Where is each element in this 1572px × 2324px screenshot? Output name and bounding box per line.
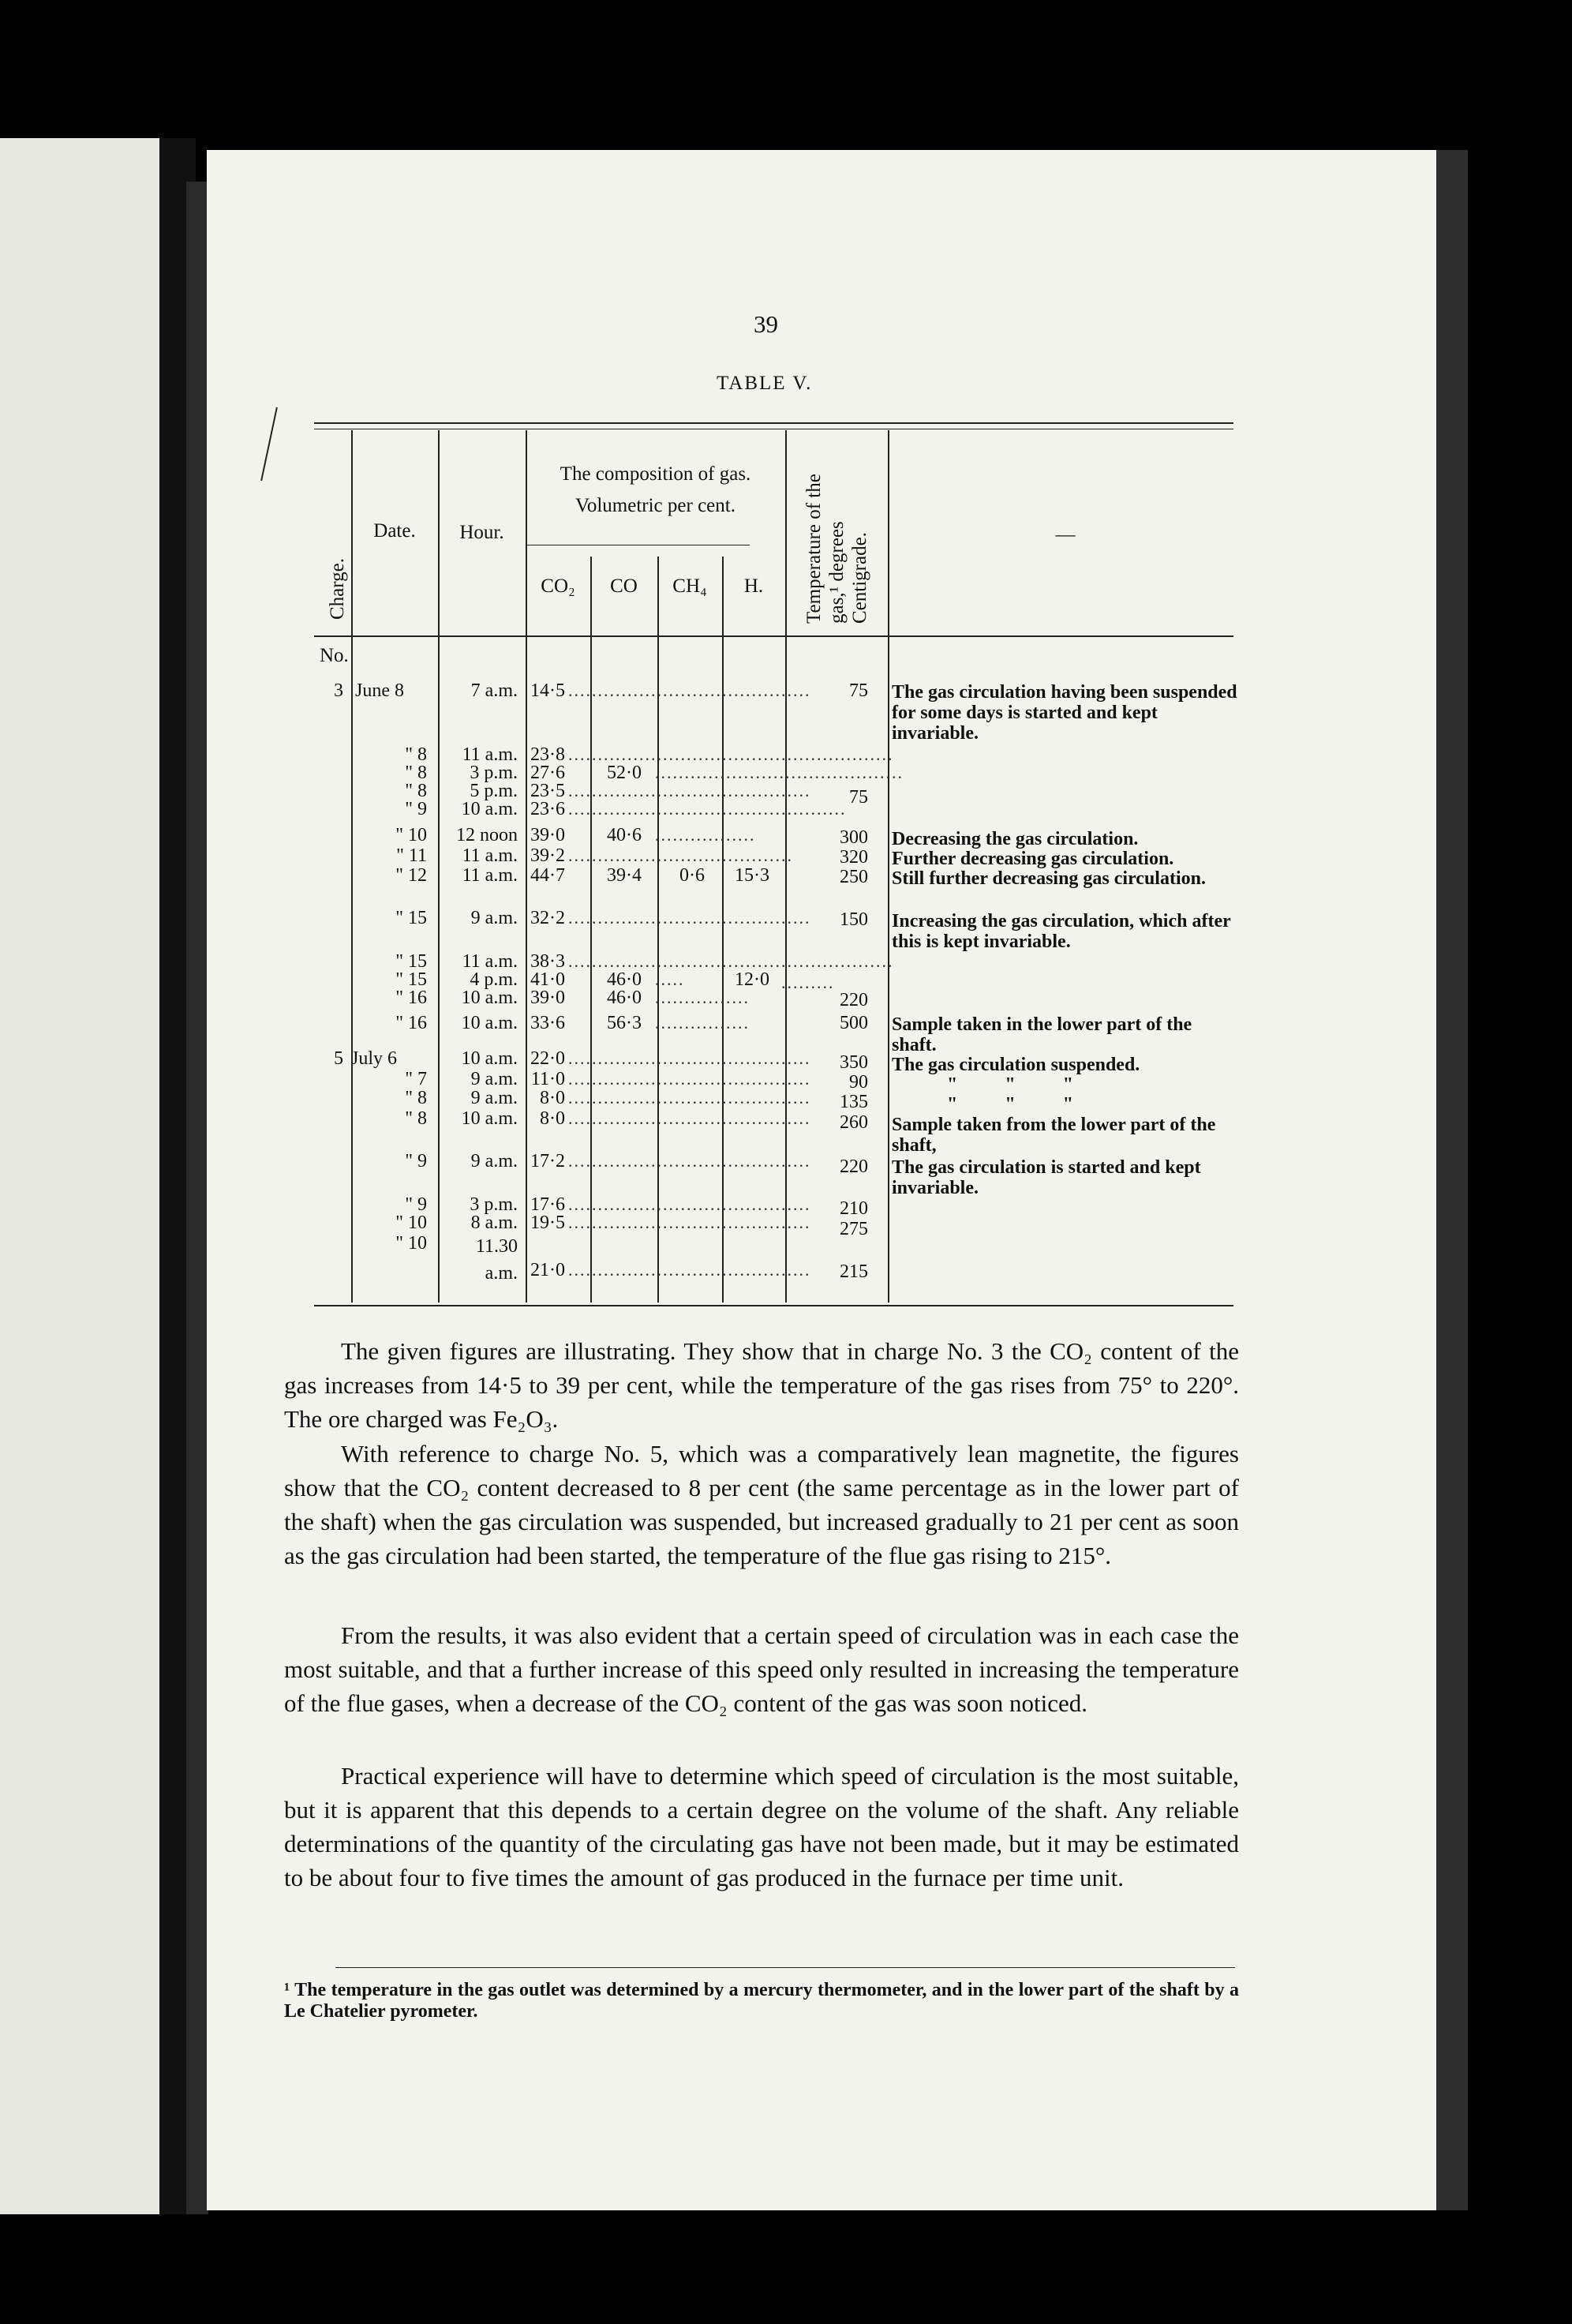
dot-leader: .........................................: [568, 1151, 811, 1171]
cell-co: 40·6: [607, 825, 642, 845]
dot-leader: ..........................................: [655, 763, 904, 782]
cell-date: " 9: [405, 799, 427, 819]
cell-temp: 350: [840, 1052, 868, 1073]
table-top-rule: [314, 422, 1233, 424]
cell-temp: 250: [840, 867, 868, 887]
dot-leader: ...............................................: [568, 799, 847, 819]
remark-ditto: " " ": [947, 1074, 1073, 1095]
cell-date: " 16: [395, 988, 427, 1008]
page-edge-shadow: [1436, 150, 1468, 2210]
cell-co2: 44·7: [530, 865, 565, 886]
remark: Decreasing the gas circulation.: [892, 829, 1139, 849]
cell-hour: 7 a.m.: [470, 680, 518, 701]
header-co2: CO₂: [541, 575, 575, 597]
cell-temp: 220: [840, 1156, 868, 1177]
cell-hour: 11 a.m.: [462, 951, 518, 972]
cell-temp: 500: [840, 1013, 868, 1033]
paragraph: With reference to charge No. 5, which was a comparatively lean magnetite, the figures show that the CO₂ content decreased to 8 per cent (the same percentage as in the lower part of the shaft) when the gas circulation was suspended, but increased gradually to 21 per cent as soon as the gas circulation had been started, the temperature of the flue gas rising to 215°.: [284, 1440, 1239, 1569]
page-binding-shadow: [186, 182, 208, 2214]
cell-co2: 21·0: [530, 1260, 565, 1280]
cell-h: 15·3: [735, 865, 769, 886]
dot-leader: .......................................................: [568, 744, 894, 764]
cell-co2: 19·5: [530, 1213, 565, 1233]
header-composition-1: The composition of gas.: [560, 463, 751, 485]
cell-date: " 15: [395, 908, 427, 928]
cell-hour: 3 p.m.: [470, 763, 518, 783]
dot-leader: .......................................................: [568, 951, 894, 971]
cell-hour: 9 a.m.: [470, 1069, 518, 1089]
header-temperature-2: gas,¹ degrees: [826, 521, 848, 624]
cell-co2: 33·6: [530, 1013, 565, 1033]
remark: The gas circulation is started and kept invariable.: [892, 1157, 1201, 1198]
remark: Sample taken from the lower part of the shaft,: [892, 1115, 1216, 1156]
dot-leader: .........................................: [568, 1069, 811, 1089]
paragraph: From the results, it was also evident that a certain speed of circulation was in each case the most suitable, and that a further increase of this speed only resulted in increasing the temperature of the flue gases, when a decrease of the CO₂ content of the gas was soon noticed.: [284, 1621, 1239, 1717]
dot-leader: ......................................: [568, 845, 793, 865]
dot-leader: .........................................: [568, 1213, 811, 1232]
cell-co2: 14·5: [530, 680, 565, 701]
header-date: Date.: [373, 520, 416, 542]
cell-date: " 8: [405, 744, 427, 765]
dot-leader: .................: [655, 825, 756, 845]
cell-date: " 9: [405, 1151, 427, 1171]
remark: Sample taken in the lower part of the shaft.: [892, 1014, 1192, 1055]
dot-leader: ................: [655, 988, 750, 1007]
cell-hour: 10 a.m.: [461, 1108, 518, 1129]
cell-co: 56·3: [607, 1013, 642, 1033]
cell-ch4: 0·6: [679, 865, 705, 886]
cell-co2: 22·0: [530, 1048, 565, 1069]
cell-hour: 10 a.m.: [461, 1048, 518, 1069]
cell-date: " 11: [396, 845, 427, 866]
dot-leader: ................: [655, 1013, 750, 1033]
cell-co2: 41·0: [530, 969, 565, 990]
paragraph: The given figures are illustrating. They show that in charge No. 3 the CO₂ content of the gas increases from 14·5 to 39 per cent, while the temperature of the gas rises from 75° to 220°. The ore charged was Fe₂O₃.: [284, 1337, 1239, 1433]
cell-date: July 6: [351, 1048, 398, 1069]
table-title: TABLE V.: [717, 373, 813, 394]
dot-leader: .........: [781, 973, 835, 992]
page-number: 39: [754, 310, 778, 338]
cell-date: " 10: [395, 1213, 427, 1233]
cell-temp: 150: [840, 909, 868, 930]
cell-co: 39·4: [607, 865, 642, 886]
cell-h: 12·0: [735, 969, 769, 990]
remark: The gas circulation having been suspended for some days is started and kept invariable.: [892, 682, 1237, 744]
footnote: ¹ The temperature in the gas outlet was determined by a mercury thermometer, and in the lower part of the shaft by a Le Chatelier pyrometer.: [284, 1980, 1239, 2022]
dot-leader: .........................................: [568, 1194, 811, 1214]
cell-co: 46·0: [607, 988, 642, 1008]
cell-co2: 38·3: [530, 951, 565, 972]
cell-date: " 15: [395, 951, 427, 972]
cell-date: " 9: [405, 1194, 427, 1215]
cell-temp: 300: [840, 827, 868, 848]
cell-charge: 3: [334, 680, 343, 701]
cell-co: 46·0: [607, 969, 642, 990]
cell-co2: 11·0: [530, 1069, 565, 1089]
cell-co2: 23·5: [530, 781, 565, 801]
header-bottom-rule: [314, 635, 1233, 637]
dot-leader: .....: [655, 969, 685, 989]
cell-co2: 23·8: [530, 744, 565, 765]
cell-date: " 15: [395, 969, 427, 990]
cell-hour: 11.30 a.m.: [475, 1236, 518, 1284]
header-composition-2: Volumetric per cent.: [575, 495, 735, 516]
dot-leader: .........................................: [568, 1260, 811, 1280]
cell-hour: 4 p.m.: [470, 969, 518, 990]
header-ch4: CH₄: [672, 575, 707, 597]
cell-co2: 39·0: [530, 988, 565, 1008]
page: [207, 150, 1452, 2210]
cell-hour: 11 a.m.: [462, 845, 518, 866]
cell-temp: 220: [840, 990, 868, 1010]
header-temperature-1: Temperature of the: [803, 474, 825, 624]
table-bottom-rule: [314, 1305, 1233, 1306]
header-temperature-3: Centigrade.: [849, 532, 870, 624]
header-remarks: —: [1055, 524, 1076, 545]
cell-hour: 5 p.m.: [470, 781, 518, 801]
cell-date: " 8: [405, 781, 427, 801]
col-divider: [657, 557, 659, 1303]
cell-hour: 9 a.m.: [470, 908, 518, 928]
cell-date: " 7: [405, 1069, 427, 1089]
cell-co2: 23·6: [530, 799, 565, 819]
dot-leader: .........................................: [568, 680, 811, 700]
cell-hour: 10 a.m.: [461, 988, 518, 1008]
cell-date: June 8: [355, 680, 404, 701]
remark: Further decreasing gas circulation.: [892, 849, 1174, 869]
cell-date: " 8: [405, 763, 427, 783]
dot-leader: .........................................: [568, 1048, 811, 1068]
cell-temp: 135: [840, 1092, 868, 1112]
cell-date: " 12: [395, 865, 427, 886]
cell-hour: 9 a.m.: [470, 1088, 518, 1108]
cell-date: " 16: [395, 1013, 427, 1033]
footnote-rule: [335, 1967, 1235, 1968]
cell-hour: 9 a.m.: [470, 1151, 518, 1171]
cell-date: " 8: [405, 1088, 427, 1108]
col-divider: [722, 557, 724, 1303]
cell-date: " 10: [395, 1233, 427, 1254]
dot-leader: .........................................: [568, 781, 811, 800]
cell-temp: 320: [840, 847, 868, 868]
cell-temp: 215: [840, 1261, 868, 1282]
cell-temp: 210: [840, 1198, 868, 1219]
cell-hour: 11 a.m.: [462, 744, 518, 765]
cell-temp: 90: [849, 1072, 868, 1093]
dot-leader: .........................................: [568, 1088, 811, 1108]
cell-date: " 8: [405, 1108, 427, 1129]
cell-co2: 8·0: [540, 1088, 565, 1108]
cell-date: " 10: [395, 825, 427, 845]
remark: Increasing the gas circulation, which after this is kept invariable.: [892, 911, 1231, 952]
col-divider: [888, 430, 889, 1303]
cell-hour: 8 a.m.: [470, 1213, 518, 1233]
header-hour: Hour.: [459, 522, 504, 543]
remark-ditto: " " ": [947, 1094, 1073, 1115]
cell-co2: 27·6: [530, 763, 565, 783]
col-divider: [590, 557, 592, 1303]
cell-co2: 8·0: [540, 1108, 565, 1129]
cell-hour: 11 a.m.: [462, 865, 518, 886]
cell-temp: 75: [849, 680, 868, 701]
cell-co2: 39·2: [530, 845, 565, 866]
cell-charge: 5: [334, 1048, 343, 1069]
cell-temp: 75: [849, 787, 868, 808]
cell-hour: 12 noon: [456, 825, 518, 845]
paragraph: Practical experience will have to determine which speed of circulation is the most suitable, but it is apparent that this depends to a certain degree on the volume of the shaft. Any reliable determinations of the quantity of the circulating gas have not been made, but it may be estimated to be about four to five times the amount of gas produced in the furnace per time unit.: [284, 1762, 1239, 1891]
remark: The gas circulation suspended.: [892, 1055, 1140, 1075]
dot-leader: .........................................: [568, 908, 811, 928]
cell-hour: 10 a.m.: [461, 799, 518, 819]
cell-co2: 17·2: [530, 1151, 565, 1171]
cell-hour: 10 a.m.: [461, 1013, 518, 1033]
header-charge-no: No.: [320, 645, 349, 666]
header-h: H.: [743, 575, 764, 597]
cell-co2: 32·2: [530, 908, 565, 928]
cell-temp: 260: [840, 1112, 868, 1133]
header-charge: Charge.: [327, 558, 348, 620]
cell-temp: 275: [840, 1219, 868, 1239]
cell-co2: 39·0: [530, 825, 565, 845]
remark: Still further decreasing gas circulation.: [892, 868, 1206, 889]
header-co: CO: [610, 575, 638, 597]
dot-leader: .........................................: [568, 1108, 811, 1128]
cell-co2: 17·6: [530, 1194, 565, 1215]
cell-co: 52·0: [607, 763, 642, 783]
cell-hour: 3 p.m.: [470, 1194, 518, 1215]
